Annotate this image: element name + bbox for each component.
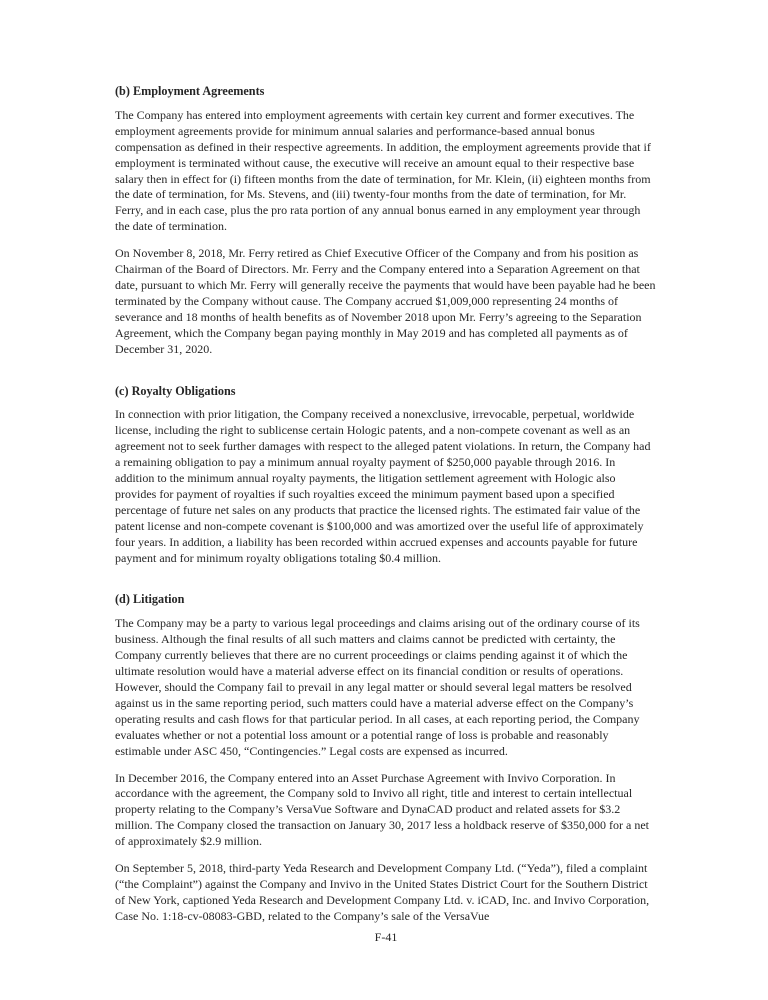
- paragraph-employment-agreements-2: On November 8, 2018, Mr. Ferry retired as Chief Executive Officer of the Company and from his position as Chairman of the Board of Directors. Mr. Ferry and the Company entered into a Separation Agreement on that date, pursuant to which Mr. Ferry will generally receive the payments that would have been payable had he been terminated by the Company without cause. The Company accrued $1,009,000 representing 24 months of severance and 18 months of health benefits as of November 2018 upon Mr. Ferry’s agreeing to the Separation Agreement, which the Company began paying monthly in May 2019 and has completed all payments as of December 31, 2020.: [115, 246, 656, 356]
- section-litigation: [115, 592, 657, 924]
- paragraph-litigation-2: In December 2016, the Company entered into an Asset Purchase Agreement with Invivo Corporation. In accordance with the agreement, the Company sold to Invivo all right, title and interest to certain intellectual property relating to the Company’s VersaVue Software and DynaCAD product and related assets for $3.2 million. The Company closed the transaction on January 30, 2017 less a holdback reserve of $350,000 for a net of approximately $2.9 million.: [115, 770, 649, 849]
- section-royalty-obligations: [115, 384, 657, 567]
- paragraph-royalty-obligations-1: In connection with prior litigation, the Company received a nonexclusive, irrevocable, perpetual, worldwide license, including the right to sublicense certain Hologic patents, and a non-compete covenant as well as an agreement not to seek further damages with respect to the alleged patent violations. In return, the Company had a remaining obligation to pay a minimum annual royalty payment of $250,000 payable through 2016. In addition to the minimum annual royalty payments, the litigation settlement agreement with Hologic also provides for payment of royalties if such royalties exceed the minimum payment based upon a specified percentage of future net sales on any products that practice the licensed rights. The estimated fair value of the patent license and non-compete covenant is $100,000 and was amortized over the useful life of approximately four years. In addition, a liability has been recorded within accrued expenses and accounts payable for future payment and for minimum royalty obligations totaling $0.4 million.: [115, 407, 651, 565]
- page-content: [115, 0, 657, 966]
- paragraph-employment-agreements-1: The Company has entered into employment agreements with certain key current and former executives. The employment agreements provide for minimum annual salaries and performance-based annual bonus compensation as defined in their respective agreements. In addition, the employment agreements provide that if employment is terminated without cause, the executive will receive an amount equal to their respective base salary then in effect for (i) fifteen months from the date of termination, for Mr. Klein, (ii) eighteen months from the date of termination, for Ms. Stevens, and (iii) twenty-four months from the date of termination, for Mr. Ferry, and in each case, plus the pro rata portion of any annual bonus earned in any employment year through the date of termination.: [115, 107, 651, 234]
- section-heading-litigation: (d) Litigation: [115, 592, 185, 607]
- section-heading-royalty-obligations: (c) Royalty Obligations: [115, 383, 236, 398]
- section-employment-agreements: [115, 84, 657, 358]
- section-heading-employment-agreements: (b) Employment Agreements: [115, 84, 265, 98]
- paragraph-litigation-1: The Company may be a party to various legal proceedings and claims arising out of the ordinary course of its business. Although the final results of all such matters and claims cannot be predicted with certainty, the Company currently believes that there are no current proceedings or claims pending against it of which the ultimate resolution would have a material adverse effect on its financial condition or results of operations. However, should the Company fail to prevail in any legal matter or should several legal matters be resolved against us in the same reporting period, such matters could have a material adverse effect on the Company’s operating results and cash flows for that particular period. In all cases, at each reporting period, the Company evaluates whether or not a potential loss amount or a potential range of loss is probable and reasonably estimable under ASC 450, “Contingencies.” Legal costs are expensed as incurred.: [115, 616, 640, 758]
- page-number: F-41: [374, 929, 398, 944]
- paragraph-litigation-3: On September 5, 2018, third-party Yeda Research and Development Company Ltd. (“Yeda”), filed a complaint (“the Complaint”) against the Company and Invivo in the United States District Court for the Southern District of New York, captioned Yeda Research and Development Company Ltd. v. iCAD, Inc. and Invivo Corporation, Case No. 1:18-cv-08083-GBD, related to the Company’s sale of the VersaVue: [115, 861, 650, 923]
